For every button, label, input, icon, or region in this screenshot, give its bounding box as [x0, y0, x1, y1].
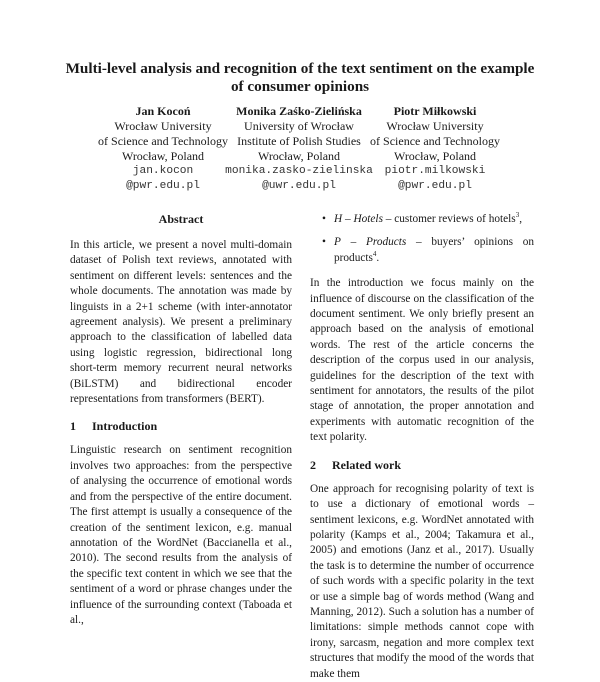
- section-title: Introduction: [92, 419, 158, 434]
- author-name: Jan Kocoń: [135, 104, 191, 118]
- section-heading-related-work: [310, 458, 534, 473]
- author-affiliation: of Science and Technology: [370, 134, 500, 148]
- list-item: [322, 212, 534, 227]
- author-name: Monika Zaśko-Zielińska: [236, 104, 362, 118]
- author-location: Wrocław, Poland: [121, 149, 205, 163]
- section-number: 2: [310, 457, 316, 472]
- footnote-marker[interactable]: 4: [372, 250, 377, 259]
- domain-description: buyers’ opinions on products: [334, 236, 535, 264]
- abstract-heading: Abstract: [158, 212, 204, 226]
- punctuation: .: [376, 251, 380, 264]
- author-block: [0, 104, 600, 194]
- section-title: Related work: [332, 457, 401, 472]
- domain-name: Hotels: [353, 213, 383, 225]
- related-work-text: One approach for recognising polarity of text is to use a dictionary of emotional words – sentiment lexicons, e.g. WordNet annotated with polarity (Kamps et al., 2004; Takamura et al., 2005) and emotions (Janz et al., 2017). Usually the task is to determine the number of occurrence of such words with a specific polarity in the text or use a simple bag of words method (Wang and Manning, 2012). Such a solution has a number of limitations: simple methods cannot cope with irony, sarcasm, negation and more complex text structures that modify the mood of the words that make them: [310, 482, 534, 680]
- author-email-domain: @pwr.edu.pl: [398, 180, 472, 192]
- dash: –: [382, 213, 395, 225]
- punctuation: ,: [519, 213, 523, 225]
- author-email-domain: @uwr.edu.pl: [262, 180, 336, 192]
- author-affiliation: Wrocław University: [114, 119, 212, 133]
- dash: –: [342, 213, 354, 225]
- dash: –: [340, 236, 366, 249]
- author-affiliation: Institute of Polish Studies: [237, 134, 361, 148]
- bullet-icon: •: [322, 236, 326, 249]
- introduction-continued-text: In the introduction we focus mainly on the influence of discourse on the classification of the document sentiment. We only briefly present an approach based on the analysis of emotional words. The rest of the article concerns the description of the corpus used in our analysis, guidelines for the description of the text with sentiment for annotators, the results of the pilot stage of annotation, the proper annotation and experiments with automatic recognition of the text polarity.: [310, 277, 534, 444]
- list-item: [322, 235, 534, 266]
- author-location: Wrocław, Poland: [393, 149, 477, 163]
- section-number: 1: [70, 419, 76, 434]
- left-column: [70, 212, 292, 628]
- author-affiliation: Wrocław University: [386, 119, 484, 133]
- author-email: jan.kocon: [132, 165, 194, 177]
- domain-code: P: [334, 236, 341, 249]
- author-3: [360, 104, 510, 194]
- author-location: Wrocław, Poland: [257, 149, 341, 163]
- dash: –: [406, 236, 432, 249]
- bullet-icon: •: [322, 213, 326, 225]
- paper-title: Multi-level analysis and recognition of the text sentiment on the example of consumer opinions: [65, 60, 535, 95]
- author-affiliation: University of Wrocław: [244, 119, 354, 133]
- author-email-domain: @pwr.edu.pl: [126, 180, 200, 192]
- domain-code: H: [334, 213, 343, 225]
- introduction-text: Linguistic research on sentiment recognition involves two approaches: from the perspective of analysing the occurrence of emotional words and from the perspective of the entire document. The first attempt is usually a consequence of the creation of the sentiment lexicon, e.g. manual annotation of the WordNet (Baccianella et al., 2010). The second results from the analysis of the specific text content in which we see that the sentiment of a word or phrase changes under the influence of the surrounding context (Taboada et al.,: [70, 444, 292, 626]
- domain-description: customer reviews of hotels: [394, 213, 516, 225]
- author-name: Piotr Miłkowski: [393, 104, 477, 118]
- right-column: [310, 212, 534, 682]
- author-2: [214, 104, 384, 194]
- domain-name: Products: [365, 236, 407, 249]
- footnote-marker[interactable]: 3: [515, 211, 520, 220]
- section-heading-introduction: [70, 419, 292, 434]
- author-affiliation: of Science and Technology: [98, 134, 228, 148]
- dataset-domain-list: [310, 212, 534, 266]
- author-email: monika.zasko-zielinska: [225, 165, 373, 177]
- author-email: piotr.milkowski: [384, 165, 486, 177]
- abstract-text: In this article, we present a novel multi-domain dataset of Polish text reviews, annotated with sentiment on different levels: sentences and the whole documents. The annotation was made by linguists in a 2+1 scheme (with inter-annotator agreement analysis). We present a preliminary approach to the classification of labelled data using logistic regression, bidirectional long short-term memory recurrent neural networks (BiLSTM) and bidirectional encoder representations from transformers (BERT).: [70, 239, 292, 406]
